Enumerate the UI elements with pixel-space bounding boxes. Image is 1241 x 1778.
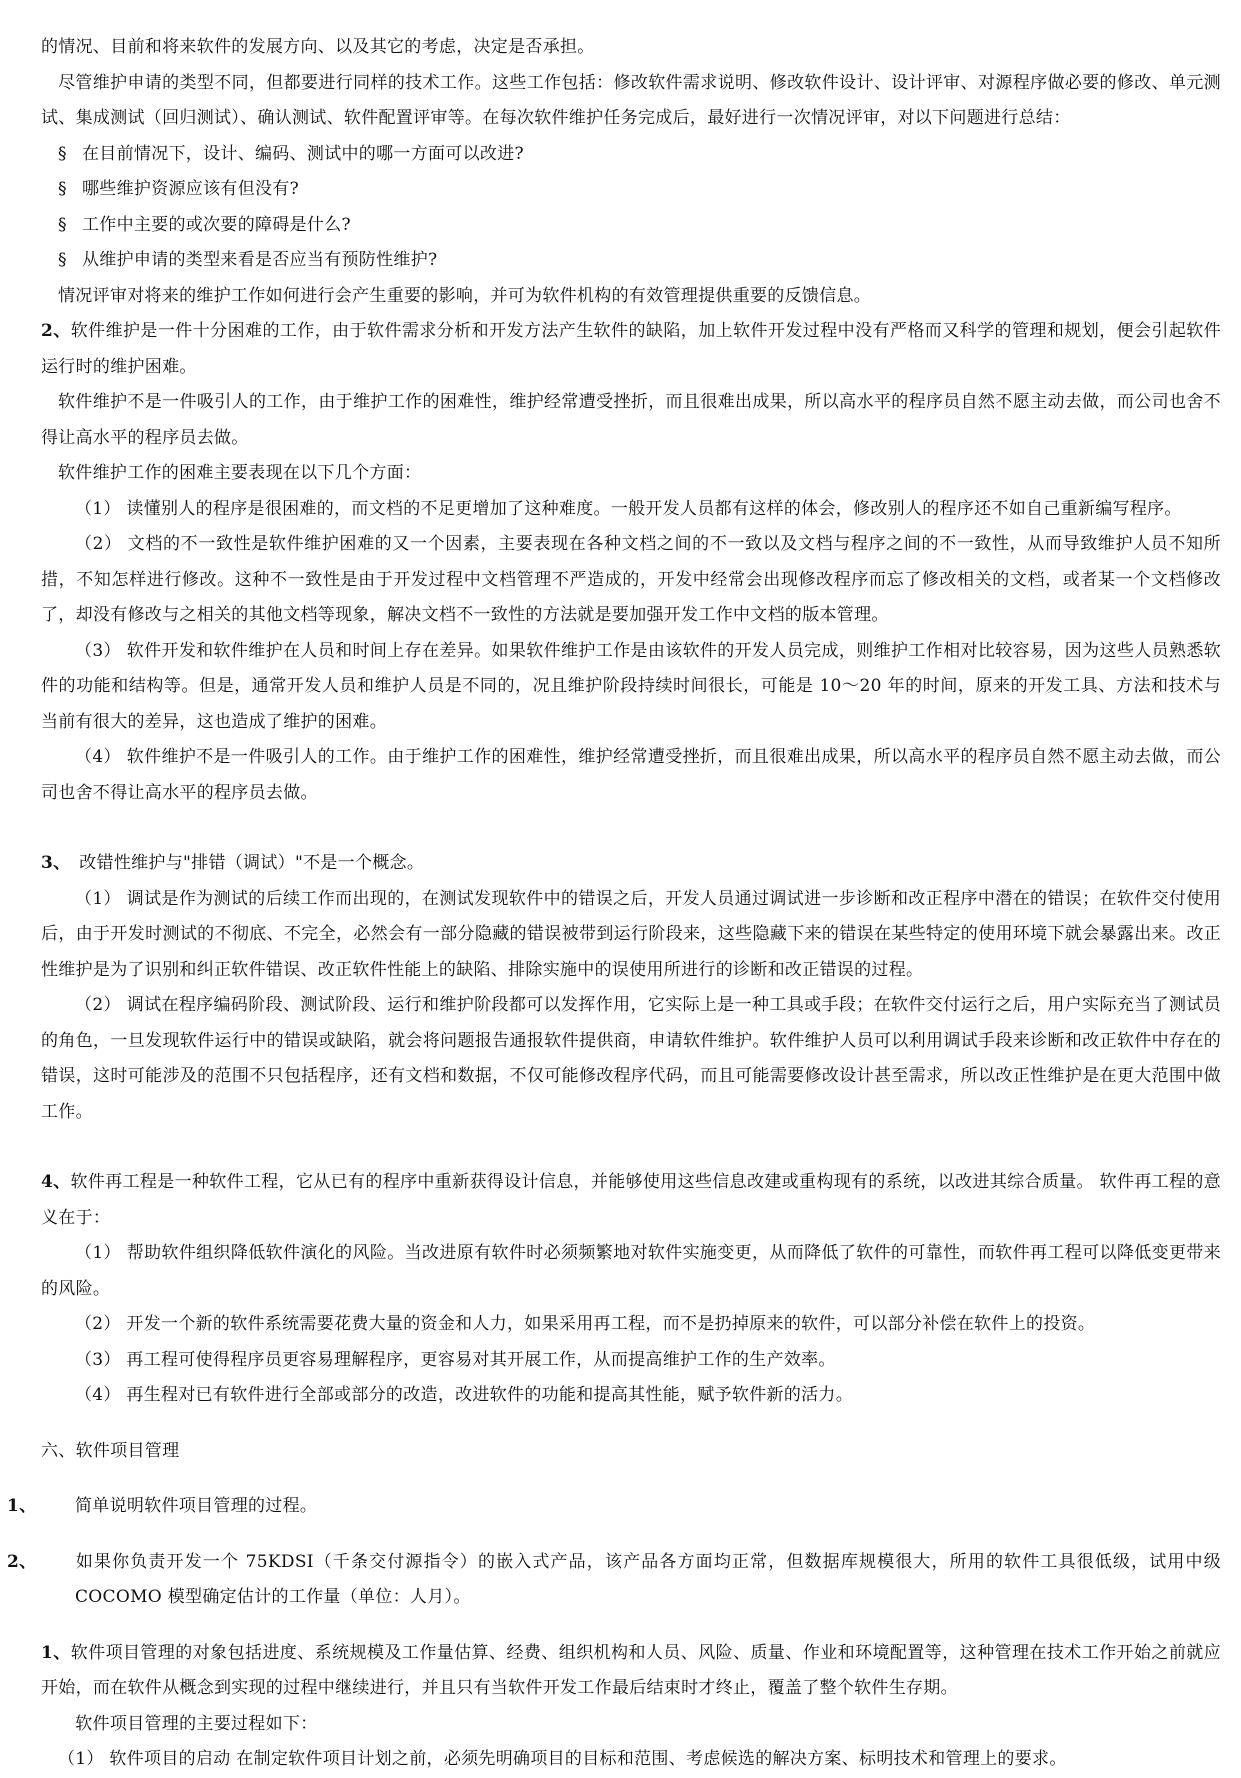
- question-number: 2、: [7, 1551, 37, 1572]
- answer-number: 4、: [41, 1172, 71, 1192]
- section-mark-icon: §: [58, 214, 67, 235]
- bullet-text: 工作中主要的或次要的障碍是什么?: [82, 214, 351, 235]
- question-text: 如果你负责开发一个 75KDSI（千条交付源指令）的嵌入式产品，该产品各方面均正常，但数据库规模很大，所用的软件工具很低级，试用中级 COCOMO 模型确定估计的工作量（单位：人月）。: [75, 1551, 1221, 1607]
- paragraph: （1） 帮助软件组织降低软件演化的风险。当改进原有软件时必须频繁地对软件实施变更，从而降低了软件的可靠性，而软件再工程可以降低变更带来的风险。: [41, 1243, 1221, 1299]
- spacer: [41, 1469, 1221, 1489]
- answer-text: 改错性维护与"排错（调试）"不是一个概念。: [61, 853, 425, 873]
- section-mark-icon: §: [58, 250, 67, 270]
- spacer: [41, 1525, 1221, 1545]
- question-number: 1、: [7, 1496, 37, 1516]
- paragraph: （3） 再工程可使得程序员更容易理解程序，更容易对其开展工作，从而提高维护工作的生产效率。: [75, 1349, 836, 1370]
- paragraph: （3） 软件开发和软件维护在人员和时间上存在差异。如果软件维护工作是由该软件的开发人员完成，则维护工作相对比较容易，因为这些人员熟悉软件的功能和结构等。但是，通常开发人员和维护人员是不同的，况且维护阶段持续时间很长，可能是 10～20 年的时间，原来的开发工具、方法和技术与当前有很大的差异，这也造成了维护的困难。: [41, 640, 1221, 732]
- question-item: [7, 1545, 1221, 1616]
- paragraph: （1） 读懂别人的程序是很困难的，而文档的不足更增加了这种难度。一般开发人员都有这样的体会，修改别人的程序还不如自己重新编写程序。: [75, 498, 1182, 519]
- bullet-item: [41, 137, 1221, 173]
- spacer: [41, 1616, 1221, 1636]
- answer-number: 2、: [41, 321, 71, 341]
- numbered-answer: [41, 1636, 1221, 1707]
- bullet-item: [41, 243, 1221, 279]
- answer-text: 软件维护是一件十分困难的工作，由于软件需求分析和开发方法产生软件的缺陷，加上软件开发过程中没有严格而又科学的管理和规划，便会引起软件运行时的维护困难。: [41, 321, 1222, 377]
- paragraph: （2） 开发一个新的软件系统需要花费大量的资金和人力，如果采用再工程，而不是扔掉原来的软件，可以部分补偿在软件上的投资。: [75, 1314, 1096, 1334]
- bullet-text: 从维护申请的类型来看是否应当有预防性维护?: [82, 250, 438, 270]
- paragraph: （4） 软件维护不是一件吸引人的工作。由于维护工作的困难性，维护经常遭受挫折，而且很难出成果，所以高水平的程序员自然不愿主动去做，而公司也舍不得让高水平的程序员去做。: [41, 747, 1221, 803]
- document-page: [7, 30, 1222, 1778]
- paragraph: 软件维护工作的困难主要表现在以下几个方面：: [58, 463, 422, 483]
- answer-number: 1、: [41, 1642, 71, 1663]
- spacer: [41, 1130, 1221, 1165]
- paragraph: 尽管维护申请的类型不同，但都要进行同样的技术工作。这些工作包括：修改软件需求说明、修改软件设计、设计评审、对源程序做必要的修改、单元测试、集成测试（回归测试）、确认测试、软件配置评审等。在每次软件维护任务完成后，最好进行一次情况评审，对以下问题进行总结：: [41, 72, 1221, 128]
- question-text: 简单说明软件项目管理的过程。: [75, 1496, 318, 1516]
- question-item: [7, 1489, 1221, 1525]
- paragraph: （2） 调试在程序编码阶段、测试阶段、运行和维护阶段都可以发挥作用，它实际上是一种工具或手段；在软件交付运行之后，用户实际充当了测试员的角色，一旦发现软件运行中的错误或缺陷，就会将问题报告通报软件提供商，申请软件维护。软件维护人员可以利用调试手段来诊断和改正软件中存在的错误，这时可能涉及的范围不只包括程序，还有文档和数据，不仅可能修改程序代码，而且可能需要修改设计甚至需求，所以改正性维护是在更大范围中做工作。: [41, 995, 1221, 1122]
- section-mark-icon: §: [58, 143, 67, 164]
- paragraph: （2） 文档的不一致性是软件维护困难的又一个因素，主要表现在各种文档之间的不一致以及文档与程序之间的不一致性，从而导致维护人员不知所措，不知怎样进行修改。这种不一致性是由于开发过程中文档管理不严造成的，开发中经常会出现修改程序而忘了修改相关的文档，或者某一个文档修改了，却没有修改与之相关的其他文档等现象，解决文档不一致性的方法就是要加强开发工作中文档的版本管理。: [41, 534, 1221, 625]
- paragraph: 的情况、目前和将来软件的发展方向、以及其它的考虑，决定是否承担。: [41, 37, 595, 57]
- paragraph: 六、软件项目管理: [41, 1440, 180, 1461]
- paragraph: 情况评审对将来的维护工作如何进行会产生重要的影响，并可为软件机构的有效管理提供重要的反馈信息。: [58, 285, 872, 306]
- answer-text: 软件项目管理的对象包括进度、系统规模及工作量估算、经费、组织机构和人员、风险、质量、作业和环境配置等，这种管理在技术工作开始之前就应开始，而在软件从概念到实现的过程中继续进行，并且只有当软件开发工作最后结束时才终止，覆盖了整个软件生存期。: [41, 1642, 1222, 1698]
- answer-text: 软件再工程是一种软件工程，它从已有的程序中重新获得设计信息，并能够使用这些信息改建或重构现有的系统，以改进其综合质量。 软件再工程的意义在于：: [41, 1172, 1222, 1228]
- paragraph: （1） 调试是作为测试的后续工作而出现的，在测试发现软件中的错误之后，开发人员通过调试进一步诊断和改正程序中潜在的错误；在软件交付使用后，由于开发时测试的不彻底、不完全，必然会有一部分隐藏的错误被带到运行阶段来，这些隐藏下来的错误在某些特定的使用环境下就会暴露出来。改正性维护是为了识别和纠正软件错误、改正软件性能上的缺陷、排除实施中的误使用所进行的诊断和改正错误的过程。: [41, 888, 1221, 980]
- paragraph: （1） 软件项目的启动 在制定软件项目计划之前，必须先明确项目的目标和范围、考虑候选的解决方案、标明技术和管理上的要求。: [58, 1749, 1067, 1769]
- answer-number: 3、: [41, 853, 62, 873]
- paragraph: 软件维护不是一件吸引人的工作，由于维护工作的困难性，维护经常遭受挫折，而且很难出成果，所以高水平的程序员自然不愿主动去做，而公司也舍不得让高水平的程序员去做。: [41, 392, 1221, 448]
- numbered-answer: [41, 314, 1221, 385]
- bullet-text: 在目前情况下，设计、编码、测试中的哪一方面可以改进?: [82, 143, 524, 164]
- spacer: [41, 1414, 1221, 1434]
- numbered-answer: [41, 846, 1221, 882]
- spacer: [41, 811, 1221, 846]
- bullet-text: 哪些维护资源应该有但没有?: [82, 179, 300, 199]
- bullet-item: [41, 172, 1221, 208]
- paragraph: 软件项目管理的主要过程如下：: [58, 1713, 318, 1734]
- paragraph: （4） 再生程对已有软件进行全部或部分的改造，改进软件的功能和提高其性能，赋予软件新的活力。: [75, 1385, 854, 1405]
- section-mark-icon: §: [58, 179, 67, 199]
- bullet-item: [41, 208, 1221, 244]
- numbered-answer: [41, 1165, 1221, 1236]
